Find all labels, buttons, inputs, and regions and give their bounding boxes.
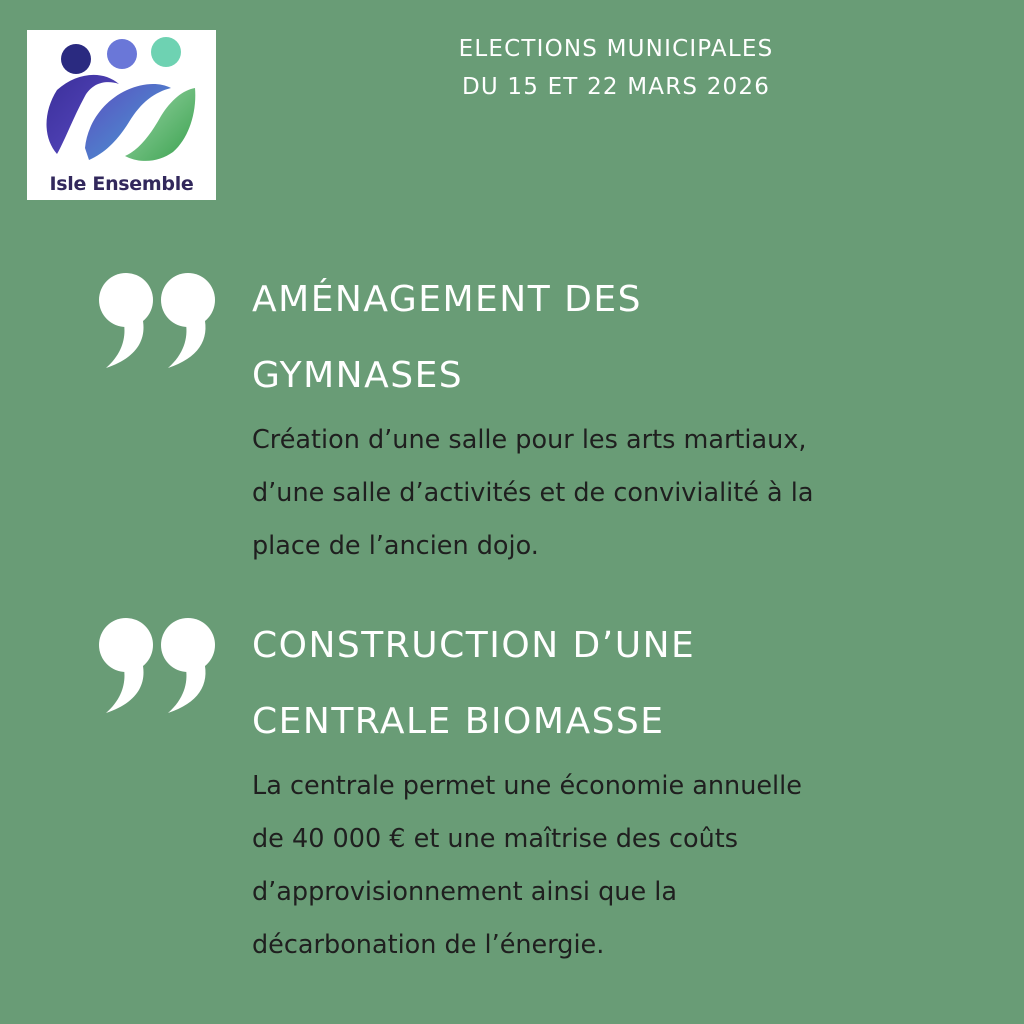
item-title-line: GYMNASES bbox=[252, 355, 464, 396]
item-body-line: de 40 000 € et une maîtrise des coûts bbox=[252, 824, 739, 854]
item-title-line: CENTRALE BIOMASSE bbox=[252, 701, 665, 742]
logo-dot-light bbox=[151, 37, 181, 67]
quote-marks-icon bbox=[96, 272, 220, 372]
item-body-line: d’une salle d’activités et de convivialité à la bbox=[252, 478, 814, 508]
item-title-line: AMÉNAGEMENT DES bbox=[252, 279, 642, 320]
logo bbox=[27, 30, 216, 200]
header-line-2: DU 15 ET 22 MARS 2026 bbox=[461, 74, 771, 100]
item-body-line: place de l’ancien dojo. bbox=[252, 531, 539, 561]
quote-marks-icon bbox=[96, 617, 220, 717]
logo-text: Isle Ensemble bbox=[49, 173, 194, 195]
item-body-line: décarbonation de l’énergie. bbox=[252, 930, 605, 960]
logo-dot-mid bbox=[107, 39, 137, 69]
logo-dot-dark bbox=[61, 44, 91, 74]
item-body-line: Création d’une salle pour les arts martiaux, bbox=[252, 425, 807, 455]
program-item-biomasse bbox=[252, 608, 972, 972]
item-body-line: La centrale permet une économie annuelle bbox=[252, 771, 802, 801]
item-body-line: d’approvisionnement ainsi que la bbox=[252, 877, 677, 907]
header-line-1: ELECTIONS MUNICIPALES bbox=[458, 36, 774, 62]
program-item-gymnases bbox=[252, 262, 972, 573]
item-title-line: CONSTRUCTION D’UNE bbox=[252, 625, 696, 666]
election-header bbox=[360, 30, 872, 106]
